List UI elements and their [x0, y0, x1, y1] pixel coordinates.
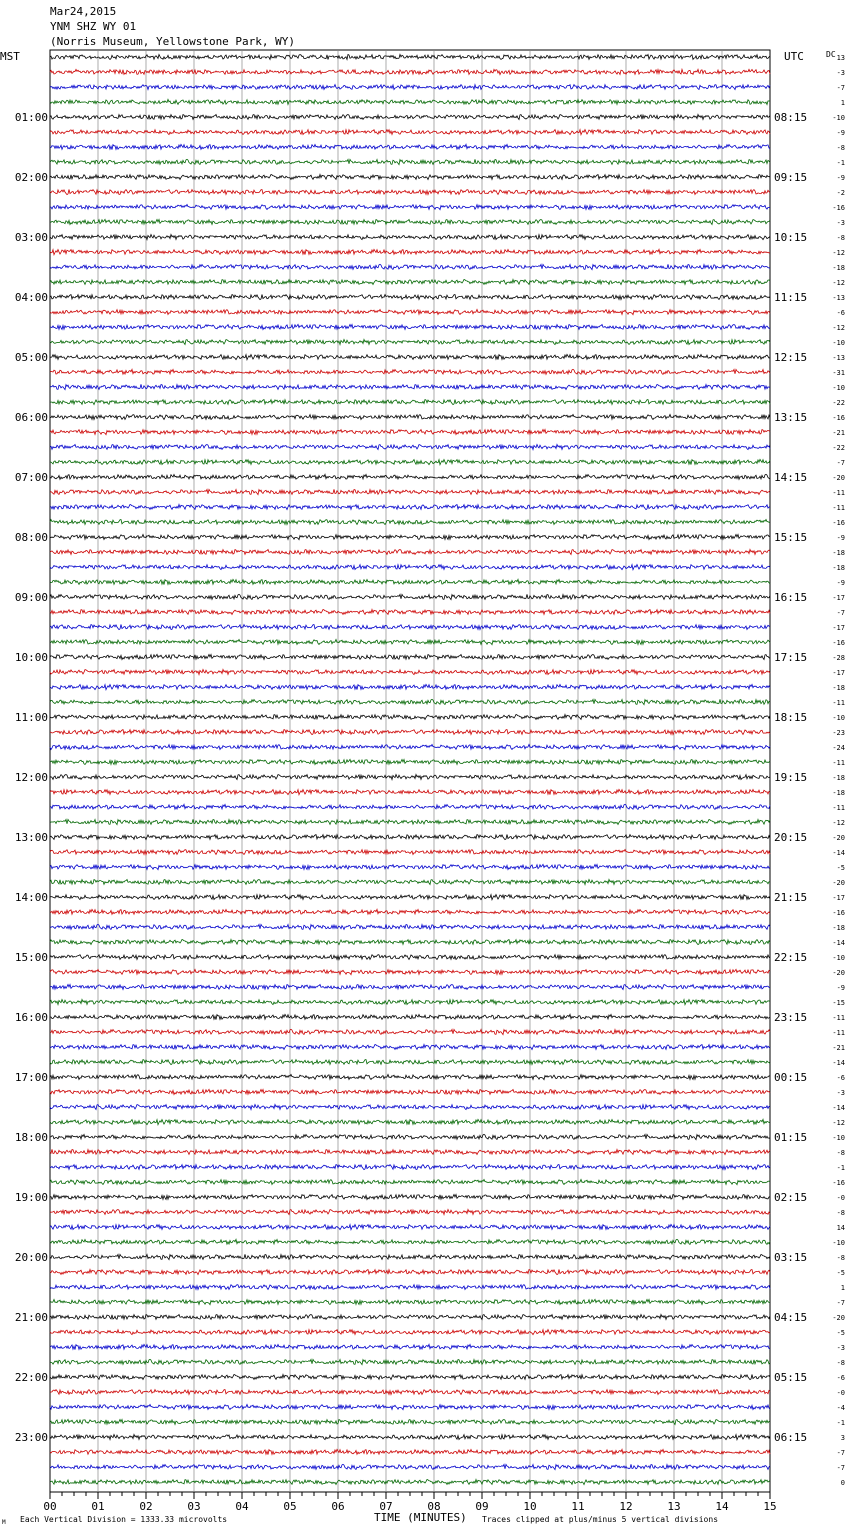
trace-21 — [50, 369, 770, 374]
trace-28 — [50, 474, 770, 479]
dc-offset-label: -11 — [832, 1029, 845, 1037]
dc-offset-label: -3 — [836, 69, 845, 77]
trace-0 — [50, 55, 770, 60]
trace-36 — [50, 594, 770, 599]
dc-offset-label: -16 — [832, 1179, 845, 1187]
x-tick-label: 08 — [427, 1500, 441, 1513]
trace-69 — [50, 1089, 770, 1094]
dc-offset-label: -10 — [832, 339, 845, 347]
dc-offset-label: -5 — [836, 1269, 845, 1277]
dc-offset-label: -18 — [832, 549, 845, 557]
trace-48 — [50, 775, 770, 780]
dc-offset-label: -7 — [836, 459, 845, 467]
trace-18 — [50, 324, 770, 329]
trace-66 — [50, 1045, 770, 1050]
trace-51 — [50, 819, 770, 824]
dc-offset-label: -18 — [832, 774, 845, 782]
left-time-label: 22:00 — [14, 1371, 48, 1384]
x-tick-label: 00 — [43, 1500, 57, 1513]
trace-2 — [50, 85, 770, 90]
trace-71 — [50, 1119, 770, 1124]
left-time-label: 20:00 — [14, 1251, 48, 1264]
dc-offset-label: -16 — [832, 639, 845, 647]
dc-offset-label: -13 — [832, 294, 845, 302]
dc-offset-label: -9 — [836, 579, 845, 587]
dc-offset-label: 1 — [840, 1284, 845, 1292]
x-tick-label: 07 — [379, 1500, 393, 1513]
dc-offset-label: 14 — [836, 1224, 845, 1232]
trace-34 — [50, 565, 770, 570]
dc-offset-label: -8 — [836, 1209, 845, 1217]
dc-offset-label: -13 — [832, 354, 845, 362]
left-time-label: 04:00 — [14, 291, 48, 304]
trace-59 — [50, 940, 770, 945]
dc-offset-label: -7 — [836, 609, 845, 617]
trace-53 — [50, 850, 770, 855]
dc-offset-label: -18 — [832, 564, 845, 572]
trace-6 — [50, 144, 770, 149]
dc-offset-label: -24 — [832, 744, 845, 752]
dc-offset-label: -12 — [832, 279, 845, 287]
trace-50 — [50, 804, 770, 809]
dc-offset-label: -20 — [832, 834, 845, 842]
dc-offset-label: -8 — [836, 1254, 845, 1262]
trace-81 — [50, 1270, 770, 1275]
dc-offset-label: -12 — [832, 249, 845, 257]
clip-note: Traces clipped at plus/minus 5 vertical divisions — [482, 1515, 719, 1524]
left-time-label: 06:00 — [14, 411, 48, 424]
dc-offset-label: -6 — [836, 1374, 845, 1382]
dc-offset-label: -20 — [832, 474, 845, 482]
x-tick-label: 14 — [715, 1500, 729, 1513]
left-time-label: 17:00 — [14, 1071, 48, 1084]
trace-26 — [50, 445, 770, 450]
trace-88 — [50, 1375, 770, 1380]
trace-67 — [50, 1060, 770, 1065]
dc-offset-label: -7 — [836, 1464, 845, 1472]
right-zone-label: UTC — [784, 50, 804, 63]
trace-1 — [50, 69, 770, 74]
trace-82 — [50, 1285, 770, 1290]
trace-14 — [50, 264, 770, 269]
left-time-label: 12:00 — [14, 771, 48, 784]
dc-offset-label: -10 — [832, 954, 845, 962]
right-time-label: 21:15 — [774, 891, 808, 904]
trace-35 — [50, 579, 770, 584]
dc-offset-label: -10 — [832, 1134, 845, 1142]
dc-offset-label: 13 — [836, 54, 845, 62]
dc-offset-label: -22 — [832, 399, 845, 407]
dc-offset-label: -3 — [836, 1344, 845, 1352]
trace-10 — [50, 205, 770, 210]
trace-8 — [50, 175, 770, 180]
corner-marker: M — [2, 1519, 6, 1526]
scale-note: Each Vertical Division = 1333.33 microvolts — [20, 1515, 228, 1524]
dc-offset-label: -11 — [832, 1014, 845, 1022]
trace-62 — [50, 985, 770, 990]
trace-54 — [50, 864, 770, 869]
dc-offset-label: -12 — [832, 1119, 845, 1127]
trace-17 — [50, 310, 770, 315]
dc-offset-label: -2 — [836, 189, 845, 197]
trace-94 — [50, 1464, 770, 1469]
dc-offset-label: -12 — [832, 324, 845, 332]
dc-offset-label: -0 — [836, 1389, 845, 1397]
trace-65 — [50, 1029, 770, 1034]
left-time-label: 15:00 — [14, 951, 48, 964]
right-time-label: 23:15 — [774, 1011, 808, 1024]
dc-offset-label: -11 — [832, 804, 845, 812]
left-time-label: 05:00 — [14, 351, 48, 364]
x-tick-label: 09 — [475, 1500, 489, 1513]
right-time-label: 18:15 — [774, 711, 808, 724]
dc-offset-label: -0 — [836, 1194, 845, 1202]
x-tick-label: 05 — [283, 1500, 297, 1513]
dc-offset-label: -14 — [832, 1059, 845, 1067]
trace-52 — [50, 835, 770, 840]
right-time-label: 12:15 — [774, 351, 808, 364]
left-time-label: 08:00 — [14, 531, 48, 544]
left-time-label: 10:00 — [14, 651, 48, 664]
dc-offset-label: -1 — [836, 159, 845, 167]
dc-offset-label: -8 — [836, 1359, 845, 1367]
left-time-label: 16:00 — [14, 1011, 48, 1024]
trace-70 — [50, 1105, 770, 1110]
plot-location: (Norris Museum, Yellowstone Park, WY) — [50, 35, 296, 48]
dc-offset-label: -17 — [832, 669, 845, 677]
left-time-label: 02:00 — [14, 171, 48, 184]
trace-68 — [50, 1075, 770, 1080]
dc-offset-label: -9 — [836, 129, 845, 137]
left-zone-label: MST — [0, 50, 20, 63]
left-time-label: 21:00 — [14, 1311, 48, 1324]
trace-78 — [50, 1224, 770, 1229]
x-tick-label: 13 — [667, 1500, 681, 1513]
x-tick-label: 10 — [523, 1500, 537, 1513]
dc-offset-label: -23 — [832, 729, 845, 737]
dc-offset-label: -11 — [832, 504, 845, 512]
dc-offset-label: -8 — [836, 144, 845, 152]
trace-72 — [50, 1134, 770, 1139]
dc-offset-label: -6 — [836, 1074, 845, 1082]
x-tick-label: 11 — [571, 1500, 585, 1513]
trace-30 — [50, 505, 770, 510]
dc-offset-label: -16 — [832, 204, 845, 212]
dc-offset-label: -9 — [836, 984, 845, 992]
x-tick-label: 15 — [763, 1500, 777, 1513]
plot-date: Mar24,2015 — [50, 5, 117, 18]
dc-offset-label: -14 — [832, 939, 845, 947]
dc-offset-label: -5 — [836, 864, 845, 872]
trace-74 — [50, 1165, 770, 1170]
dc-offset-label: -14 — [832, 849, 845, 857]
right-time-label: 09:15 — [774, 171, 808, 184]
right-time-label: 08:15 — [774, 111, 808, 124]
left-time-label: 14:00 — [14, 891, 48, 904]
trace-86 — [50, 1344, 770, 1349]
right-time-label: 19:15 — [774, 771, 808, 784]
trace-49 — [50, 789, 770, 794]
trace-33 — [50, 550, 770, 555]
trace-87 — [50, 1359, 770, 1364]
right-time-label: 16:15 — [774, 591, 808, 604]
right-time-label: 02:15 — [774, 1191, 808, 1204]
trace-84 — [50, 1315, 770, 1320]
dc-offset-label: -10 — [832, 384, 845, 392]
trace-37 — [50, 610, 770, 615]
x-tick-label: 12 — [619, 1500, 633, 1513]
dc-offset-label: -21 — [832, 429, 845, 437]
trace-83 — [50, 1299, 770, 1304]
trace-40 — [50, 654, 770, 659]
dc-offset-label: -10 — [832, 1239, 845, 1247]
trace-77 — [50, 1210, 770, 1215]
right-time-label: 03:15 — [774, 1251, 808, 1264]
trace-24 — [50, 415, 770, 420]
x-axis-title: TIME (MINUTES) — [374, 1511, 467, 1524]
trace-60 — [50, 955, 770, 960]
trace-39 — [50, 640, 770, 645]
trace-89 — [50, 1390, 770, 1395]
trace-27 — [50, 459, 770, 464]
dc-offset-label: -7 — [836, 1449, 845, 1457]
trace-63 — [50, 1000, 770, 1005]
dc-offset-label: -3 — [836, 219, 845, 227]
left-time-label: 13:00 — [14, 831, 48, 844]
dc-offset-label: -5 — [836, 1329, 845, 1337]
dc-offset-label: -17 — [832, 894, 845, 902]
trace-38 — [50, 625, 770, 630]
dc-offset-label: -11 — [832, 489, 845, 497]
trace-16 — [50, 295, 770, 300]
left-time-label: 03:00 — [14, 231, 48, 244]
trace-12 — [50, 235, 770, 240]
dc-offset-label: -22 — [832, 444, 845, 452]
x-tick-label: 02 — [139, 1500, 153, 1513]
left-time-label: 07:00 — [14, 471, 48, 484]
trace-7 — [50, 159, 770, 164]
dc-offset-label: -18 — [832, 924, 845, 932]
dc-offset-label: -6 — [836, 309, 845, 317]
dc-offset-label: -9 — [836, 174, 845, 182]
trace-92 — [50, 1435, 770, 1440]
x-tick-label: 04 — [235, 1500, 249, 1513]
trace-95 — [50, 1480, 770, 1485]
right-time-label: 10:15 — [774, 231, 808, 244]
trace-56 — [50, 895, 770, 900]
trace-58 — [50, 924, 770, 929]
dc-offset-label: -21 — [832, 1044, 845, 1052]
dc-offset-label: -16 — [832, 909, 845, 917]
left-time-label: 01:00 — [14, 111, 48, 124]
trace-32 — [50, 534, 770, 539]
dc-offset-label: -14 — [832, 1104, 845, 1112]
dc-offset-label: -15 — [832, 999, 845, 1007]
trace-57 — [50, 909, 770, 914]
trace-20 — [50, 354, 770, 359]
trace-5 — [50, 130, 770, 135]
right-time-label: 05:15 — [774, 1371, 808, 1384]
trace-75 — [50, 1180, 770, 1185]
right-time-label: 01:15 — [774, 1131, 808, 1144]
trace-85 — [50, 1330, 770, 1335]
right-time-label: 13:15 — [774, 411, 808, 424]
dc-offset-label: -1 — [836, 1164, 845, 1172]
trace-61 — [50, 969, 770, 974]
right-time-label: 17:15 — [774, 651, 808, 664]
right-time-label: 00:15 — [774, 1071, 808, 1084]
x-tick-label: 01 — [91, 1500, 105, 1513]
left-time-label: 19:00 — [14, 1191, 48, 1204]
right-time-label: 06:15 — [774, 1431, 808, 1444]
dc-offset-label: -8 — [836, 1149, 845, 1157]
dc-offset-label: -16 — [832, 414, 845, 422]
trace-43 — [50, 699, 770, 704]
trace-80 — [50, 1254, 770, 1259]
trace-76 — [50, 1194, 770, 1199]
trace-46 — [50, 745, 770, 750]
trace-64 — [50, 1014, 770, 1019]
trace-4 — [50, 115, 770, 120]
right-time-label: 15:15 — [774, 531, 808, 544]
dc-offset-label: -12 — [832, 819, 845, 827]
dc-offset-label: 1 — [840, 99, 845, 107]
dc-offset-label: -17 — [832, 624, 845, 632]
dc-offset-label: -18 — [832, 264, 845, 272]
dc-offset-label: -28 — [832, 654, 845, 662]
trace-29 — [50, 489, 770, 494]
dc-offset-label: -17 — [832, 594, 845, 602]
left-time-label: 23:00 — [14, 1431, 48, 1444]
trace-3 — [50, 99, 770, 104]
dc-offset-label: -18 — [832, 789, 845, 797]
dc-offset-label: -20 — [832, 1314, 845, 1322]
trace-44 — [50, 715, 770, 720]
dc-offset-label: -11 — [832, 759, 845, 767]
dc-offset-label: -7 — [836, 1299, 845, 1307]
dc-offset-label: -1 — [836, 1419, 845, 1427]
trace-9 — [50, 190, 770, 195]
dc-offset-label: -20 — [832, 969, 845, 977]
left-time-label: 18:00 — [14, 1131, 48, 1144]
dc-offset-label: -7 — [836, 84, 845, 92]
dc-offset-label: -11 — [832, 699, 845, 707]
dc-offset-label: -4 — [836, 1404, 845, 1412]
right-time-label: 11:15 — [774, 291, 808, 304]
trace-91 — [50, 1419, 770, 1424]
dc-offset-label: -20 — [832, 879, 845, 887]
left-time-label: 11:00 — [14, 711, 48, 724]
trace-93 — [50, 1449, 770, 1454]
trace-42 — [50, 684, 770, 689]
right-time-label: 20:15 — [774, 831, 808, 844]
trace-25 — [50, 429, 770, 434]
right-time-label: 14:15 — [774, 471, 808, 484]
x-tick-label: 03 — [187, 1500, 201, 1513]
trace-79 — [50, 1239, 770, 1244]
dc-offset-label: 0 — [840, 1479, 845, 1487]
dc-offset-label: -10 — [832, 114, 845, 122]
trace-55 — [50, 880, 770, 885]
trace-73 — [50, 1149, 770, 1154]
trace-41 — [50, 670, 770, 675]
trace-90 — [50, 1405, 770, 1410]
dc-offset-label: -9 — [836, 534, 845, 542]
right-time-label: 04:15 — [774, 1311, 808, 1324]
x-tick-label: 06 — [331, 1500, 345, 1513]
dc-offset-label: -18 — [832, 684, 845, 692]
dc-label: DC — [826, 50, 836, 59]
right-time-label: 22:15 — [774, 951, 808, 964]
trace-11 — [50, 219, 770, 224]
left-time-label: 09:00 — [14, 591, 48, 604]
trace-22 — [50, 384, 770, 389]
dc-offset-label: -16 — [832, 519, 845, 527]
trace-23 — [50, 400, 770, 405]
dc-offset-label: -31 — [832, 369, 845, 377]
dc-offset-label: 3 — [840, 1434, 845, 1442]
dc-offset-label: -3 — [836, 1089, 845, 1097]
trace-19 — [50, 340, 770, 345]
trace-13 — [50, 249, 770, 254]
dc-offset-label: -10 — [832, 714, 845, 722]
trace-47 — [50, 759, 770, 764]
trace-31 — [50, 520, 770, 525]
dc-offset-label: -8 — [836, 234, 845, 242]
plot-station: YNM SHZ WY 01 — [50, 20, 137, 33]
trace-45 — [50, 730, 770, 735]
trace-15 — [50, 280, 770, 285]
